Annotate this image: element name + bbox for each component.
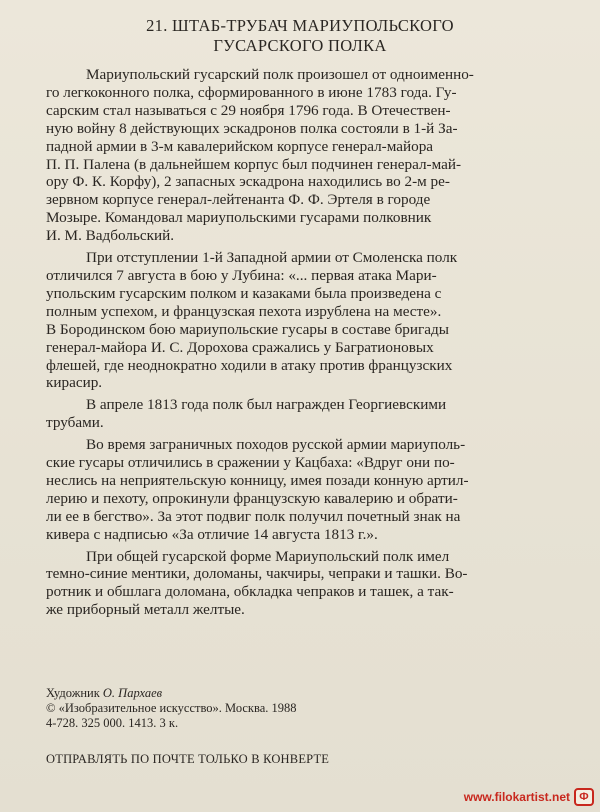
text-line: падной армии в 3-м кавалерийском корпусе генерал-майора bbox=[46, 137, 434, 155]
text-line: ротник и обшлага доломана, обкладка чепраков и ташек, а так- bbox=[46, 583, 454, 601]
text-line: полным успехом, и французская пехота изрублена на месте». bbox=[46, 302, 442, 320]
paragraph bbox=[46, 66, 554, 245]
paragraph bbox=[46, 396, 554, 432]
text-line: го легкоконного полка, сформированного в июне 1783 года. Гу- bbox=[46, 83, 457, 101]
text-line: генерал-майора И. С. Дорохова сражались у Багратионовых bbox=[46, 338, 434, 356]
text-line: кирасир. bbox=[46, 374, 103, 392]
watermark-url: www.filokartist.net bbox=[463, 790, 570, 804]
artist-name: О. Пархаев bbox=[102, 686, 163, 700]
site-watermark bbox=[464, 786, 594, 808]
paragraph bbox=[46, 548, 554, 620]
title-line-2: ГУСАРСКОГО ПОЛКА bbox=[213, 36, 387, 55]
text-line: флешей, где неоднократно ходили в атаку против французских bbox=[46, 356, 453, 374]
text-line: трубами. bbox=[46, 414, 104, 432]
text-line: В Бородинском бою мариупольские гусары в составе бригады bbox=[46, 320, 449, 338]
text-line: зервном корпусе генерал-лейтенанта Ф. Ф. Эртеля в городе bbox=[46, 191, 431, 209]
text-line: сарским стал называться с 29 ноября 1796 года. В Отечествен- bbox=[46, 101, 451, 119]
text-line: ную войну 8 действующих эскадронов полка состояли в 1-й За- bbox=[46, 119, 458, 137]
text-line: отличился 7 августа в бою у Лубина: «... первая атака Мари- bbox=[46, 266, 437, 284]
text-line: ли ее в бегство». За этот подвиг полк получил почетный знак на bbox=[46, 507, 461, 525]
text-line: упольским гусарским полком и казаками была произведена с bbox=[46, 284, 442, 302]
text-line: Во время заграничных походов русской армии мариуполь- bbox=[86, 436, 466, 454]
postal-note: ОТПРАВЛЯТЬ ПО ПОЧТЕ ТОЛЬКО В КОНВЕРТЕ bbox=[46, 752, 330, 766]
text-line: темно-синие ментики, доломаны, чакчиры, чепраки и ташки. Во- bbox=[46, 565, 468, 583]
text-line: лерию и пехоту, опрокинули французскую кавалерию и обрати- bbox=[46, 489, 458, 507]
artist-credit bbox=[46, 686, 466, 701]
text-line: Мозыре. Командовал мариупольскими гусарами полковник bbox=[46, 209, 432, 227]
title-line-1: 21. ШТАБ-ТРУБАЧ МАРИУПОЛЬСКОГО bbox=[146, 16, 454, 35]
paragraph bbox=[46, 436, 554, 543]
text-line: При отступлении 1-й Западной армии от Смоленска полк bbox=[86, 249, 458, 267]
text-line: неслись на неприятельскую конницу, имея позади конную артил- bbox=[46, 471, 469, 489]
text-line: В апреле 1813 года полк был награжден Георгиевскими bbox=[86, 396, 447, 414]
publisher-line: © «Изобразительное искусство». Москва. 1988 bbox=[46, 701, 297, 715]
text-line: кивера с надписью «За отличие 14 августа 1813 г.». bbox=[46, 525, 378, 543]
text-line: же приборный металл желтые. bbox=[46, 601, 245, 619]
print-code: 4-728. 325 000. 1413. 3 к. bbox=[46, 716, 179, 730]
text-line: П. П. Палена (в дальнейшем корпус был подчинен генерал-май- bbox=[46, 155, 462, 173]
credits-block bbox=[46, 686, 466, 731]
text-line: При общей гусарской форме Мариупольский полк имел bbox=[86, 547, 450, 565]
watermark-logo-icon: Ф bbox=[574, 788, 594, 806]
paragraph bbox=[46, 249, 554, 392]
description-text bbox=[46, 66, 554, 623]
text-line: И. М. Вадбольский. bbox=[46, 227, 175, 245]
text-line: Мариупольский гусарский полк произошел от одноименно- bbox=[86, 66, 474, 83]
text-line: ору Ф. К. Корфу), 2 запасных эскадрона находились во 2-м ре- bbox=[46, 173, 450, 191]
artist-label: Художник bbox=[46, 686, 100, 700]
text-line: ские гусары отличились в сражении у Кацбаха: «Вдруг они по- bbox=[46, 454, 455, 472]
